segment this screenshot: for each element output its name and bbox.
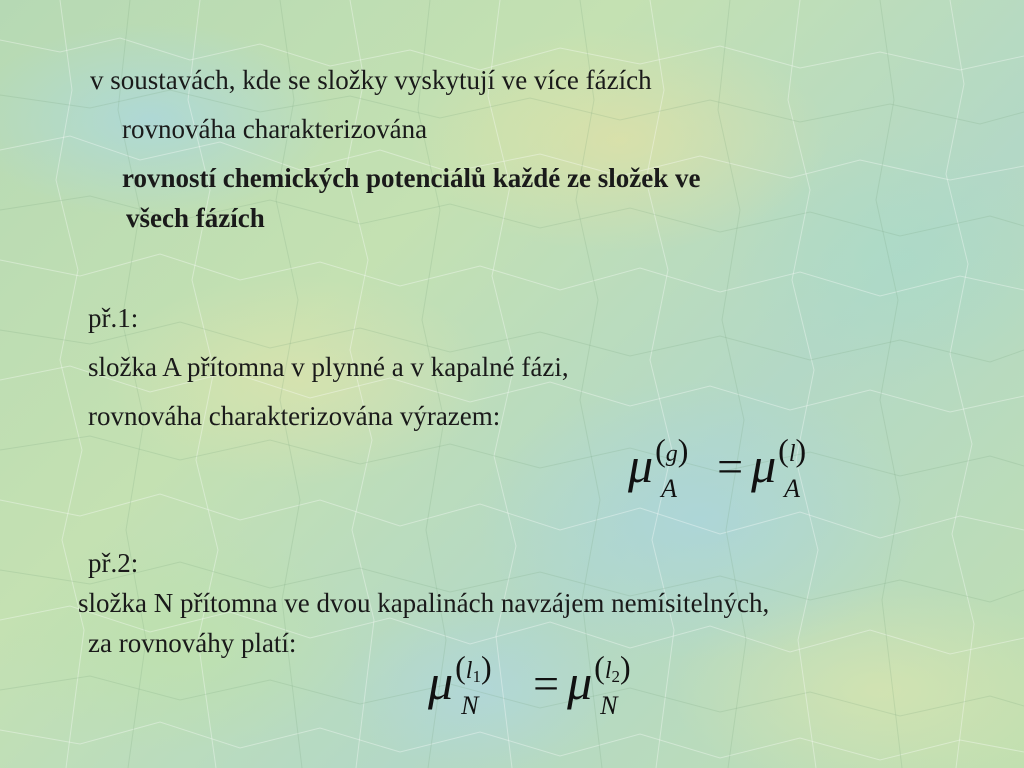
phase-index: 2 xyxy=(611,667,620,686)
mu-symbol: μ xyxy=(628,437,654,493)
mu-symbol: μ xyxy=(428,654,454,710)
example1-description: složka A přítomna v plynné a v kapalné fázi, xyxy=(88,352,569,382)
phase-superscript: g xyxy=(665,441,678,467)
example2-description: složka N přítomna ve dvou kapalinách navzájem nemísitelných, xyxy=(78,588,770,618)
intro-sub-line: rovnováha charakterizována xyxy=(122,114,428,144)
component-subscript: N xyxy=(461,691,479,720)
component-subscript: A xyxy=(661,474,677,503)
paren-close: ) xyxy=(677,432,689,468)
example2-formula xyxy=(428,649,666,721)
phase-index: 1 xyxy=(472,667,481,686)
paren-close: ) xyxy=(480,649,492,685)
paren-open: ( xyxy=(455,649,466,685)
equals-sign: = xyxy=(717,441,744,492)
example2-lead-in: za rovnováhy platí: xyxy=(88,628,297,658)
intro-line: v soustavách, kde se složky vyskytují ve více fázích xyxy=(90,65,652,95)
phase-superscript: l xyxy=(465,658,473,684)
example1-lead-in: rovnováha charakterizována výrazem: xyxy=(88,401,501,431)
paren-open: ( xyxy=(778,432,789,468)
equals-sign: = xyxy=(533,658,560,709)
example2-heading: př.2: xyxy=(88,548,139,578)
paren-open: ( xyxy=(594,649,605,685)
intro-bold-line-continued: všech fázích xyxy=(126,203,265,233)
phase-superscript: l xyxy=(604,658,612,684)
intro-bold-line: rovností chemických potenciálů každé ze složek ve xyxy=(122,163,701,193)
mu-symbol: μ xyxy=(567,654,593,710)
paren-open: ( xyxy=(655,432,666,468)
paren-close: ) xyxy=(620,649,631,685)
component-subscript: N xyxy=(600,691,618,720)
phase-superscript: l xyxy=(788,441,796,467)
mu-symbol: μ xyxy=(751,437,777,493)
component-subscript: A xyxy=(784,474,801,503)
example1-formula xyxy=(628,432,834,504)
example1-heading: př.1: xyxy=(88,303,139,333)
paren-close: ) xyxy=(795,432,807,468)
